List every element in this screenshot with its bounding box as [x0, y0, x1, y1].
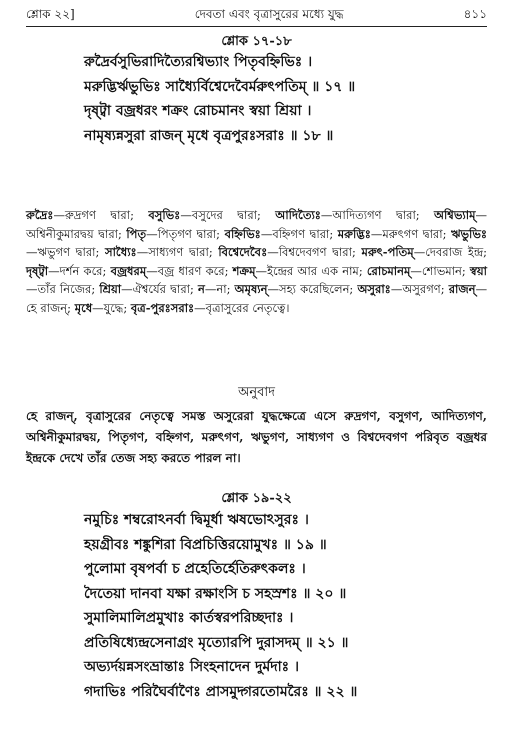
synonym-meaning: যুদ্ধে;	[103, 300, 128, 315]
synonym-word: সাধ্যৈঃ	[105, 245, 137, 259]
synonym-meaning: দর্শন করে;	[59, 263, 107, 278]
synonym-word: বহ্নিভিঃ	[224, 226, 261, 241]
verse-text-17-18	[84, 50, 493, 148]
synonym-meaning: না;	[216, 282, 231, 296]
translation-text: হে রাজন্, বৃত্রাসুরের নেতৃত্বে সমস্ত অসুরেরা যুদ্ধক্ষেত্রে এসে রুদ্রগণ, বসুগণ, আদিত্যগণ, অশ্বিনীকুমারদ্বয়, পিতৃগণ, বহ্নিগণ, মরুৎগণ, ঋভুগণ, সাধ্যগণ ও বিশ্বদেবগণ পরিবৃত বজ্রধর ইন্দ্রকে দেখে তাঁর তেজ সহ্য করতে পারল না।	[26, 409, 487, 465]
header-verse-ref: শ্লোক ২২]	[26, 7, 75, 21]
verse-line: নমুচিঃ শম্বরোঽনর্বা দ্বিমূর্ধা ঋষভোঽসুরঃ ।	[84, 512, 309, 528]
verse-line: মরুদ্ভির্ঋভুভিঃ সাধ্যৈর্বিশ্বেদেবৈর্মরুৎপতিম্ ॥ ১৭ ॥	[84, 78, 356, 95]
synonym-word: মরুৎ-পতিম্	[361, 245, 414, 259]
translation-heading: অনুবাদ	[238, 385, 275, 400]
verse-line: রুদ্রৈর্বসুভিরাদিত্যৈরশ্বিভ্যাং পিতৃবহ্নিভিঃ ।	[84, 54, 313, 70]
verse-line: পুলোমা বৃষপর্বা চ প্রহেতির্হেতিরুৎকলঃ ।	[84, 561, 306, 577]
header-chapter-title: দেবতা এবং বৃত্রাসুরের মধ্যে যুদ্ধ	[194, 7, 344, 21]
synonym-word: অশ্বিভ্যাম্	[434, 208, 476, 222]
verse-line: দৃষ্ট্বা বজ্রধরং শক্রং রোচমানং স্বয়া শ্রিয়া ।	[84, 103, 312, 119]
synonym-word: আদিত্যৈঃ	[275, 208, 321, 222]
verse-line: অভ্যর্দয়ন্নসংভ্রান্তাঃ সিংহনাদেন দুর্মদাঃ ।	[84, 659, 300, 675]
word-synonyms: রুদ্রৈঃ—রুদ্রগণ দ্বারা; বসুভিঃ—বসুদের দ্বারা; আদিত্যৈঃ—আদিত্যগণ দ্বারা; অশ্বিভ্যাম্—অশ্বিনীকুমারদ্বয় দ্বারা; পিতৃ—পিতৃগণ দ্বারা; বহ্নিভিঃ—বহ্নিগণ দ্বারা; মরুদ্ভিঃ—মরুৎগণ দ্বারা; ঋভুভিঃ—ঋভুগণ দ্বারা; সাধ্যৈঃ—সাধ্যগণ দ্বারা; বিশ্বেদেবৈঃ—বিশ্বদেবগণ দ্বারা; মরুৎ-পতিম্—দেবরাজ ইন্দ্র; দৃষ্ট্বা—দর্শন করে; বজ্রধরম্—বজ্র ধারণ করে; শক্রম্—ইন্দ্রের আর এক নাম; রোচমানম্—শোভমান; স্বয়া—তাঁর নিজের; শ্রিয়া—ঐশ্বর্যের দ্বারা; ন—না; অমৃষ্যন্—সহ্য করেছিলেন; অসুরাঃ—অসুরগণ; রাজন্—হে রাজন্; মৃধে—যুদ্ধে; বৃত্র-পুরঃসরাঃ—বৃত্রাসুরের নেতৃত্বে।	[26, 208, 488, 315]
synonym-word: রাজন্	[448, 282, 476, 296]
verse-line: প্রতিষিধ্যেন্দ্রসেনাগ্রং মৃত্যোরপি দুরাসদম্ ॥ ২১ ॥	[84, 634, 349, 651]
synonym-word: পিতৃ	[126, 226, 147, 241]
synonym-word: অমৃষ্যন্	[234, 282, 268, 296]
verse-line: সুমালিমালিপ্রমুখাঃ কার্তস্বরপরিচ্ছদাঃ ।	[84, 610, 294, 626]
synonym-meaning: শোভমান;	[421, 263, 466, 278]
synonym-word: বসুভিঃ	[148, 208, 181, 222]
synonym-meaning: ঐশ্বর্যের দ্বারা;	[132, 282, 194, 296]
synonym-word: মরুদ্ভিঃ	[337, 226, 371, 241]
synonym-word: রোচমানম্	[366, 263, 411, 278]
synonym-meaning: বসুদের দ্বারা;	[191, 208, 261, 222]
page-number: ৪১১	[463, 7, 487, 21]
verse-heading-19-22: শ্লোক ১৯-২২	[221, 491, 292, 506]
synonym-meaning: অশ্বিনীকুমারদ্বয় দ্বারা;	[26, 226, 122, 241]
synonym-word: শ্রিয়া	[99, 282, 122, 296]
synonym-meaning: রুদ্রগণ দ্বারা;	[64, 208, 134, 222]
synonym-word: শক্রম্	[232, 263, 256, 278]
synonym-meaning: বজ্র ধারণ করে;	[157, 263, 229, 278]
verse-heading-17-18: শ্লোক ১৭-১৮	[221, 34, 292, 49]
synonym-word: বিশ্বেদেবৈঃ	[218, 245, 268, 259]
synonym-meaning: ইন্দ্রের আর এক নাম;	[266, 263, 363, 278]
synonym-meaning: পিতৃগণ দ্বারা;	[157, 226, 221, 241]
verse-line: হয়গ্রীবঃ শঙ্কুশিরা বিপ্রচিত্তিরয়োমুখঃ ॥ ১৯ ॥	[84, 536, 327, 553]
synonym-meaning: সাধ্যগণ দ্বারা;	[148, 245, 213, 259]
synonym-word: বজ্রধরম্	[110, 263, 147, 278]
synonym-meaning: দেবরাজ ইন্দ্র;	[425, 245, 488, 259]
synonym-word: ন	[198, 282, 205, 296]
synonym-word: রুদ্রৈঃ	[26, 208, 54, 222]
synonym-meaning: ঋভুগণ দ্বারা;	[37, 245, 100, 259]
synonym-word: ঋভুভিঃ	[450, 226, 488, 241]
verse-text-19-22	[84, 508, 493, 704]
synonym-meaning: আদিত্যগণ দ্বারা;	[332, 208, 420, 222]
synonym-meaning: মরুৎগণ দ্বারা;	[382, 226, 447, 241]
synonym-word: বৃত্র-পুরঃসরাঃ	[130, 300, 195, 315]
synonym-meaning: বৃত্রাসুরের নেতৃত্বে।	[205, 300, 290, 315]
verse-line: নামৃষ্যন্নসুরা রাজন্ মৃধে বৃত্রপুরঃসরাঃ ॥ ১৮ ॥	[84, 127, 334, 144]
running-header	[26, 6, 487, 26]
synonym-meaning: বিশ্বদেবগণ দ্বারা;	[278, 245, 356, 259]
synonym-meaning: অসুরগণ;	[402, 282, 445, 296]
verse-line: দৈতেয়া দানবা যক্ষা রক্ষাংসি চ সহস্রশঃ ॥ ২০ ॥	[84, 585, 347, 602]
synonym-meaning: সহ্য করেছিলেন;	[279, 282, 354, 296]
synonym-word: স্বয়া	[469, 263, 488, 278]
synonym-meaning: বহ্নিগণ দ্বারা;	[272, 226, 334, 241]
synonym-meaning: হে রাজন্;	[26, 300, 72, 315]
synonym-word: দৃষ্ট্বা	[26, 263, 49, 278]
synonym-meaning: তাঁর নিজের;	[37, 282, 96, 296]
synonym-word: অসুরাঃ	[357, 282, 391, 296]
header-divider	[26, 26, 487, 27]
verse-line: গদাভিঃ পরিঘৈর্বাণৈঃ প্রাসমুদ্গরতোমরৈঃ ॥ ২২ ॥	[84, 683, 358, 700]
synonym-word: মৃধে	[74, 300, 93, 315]
